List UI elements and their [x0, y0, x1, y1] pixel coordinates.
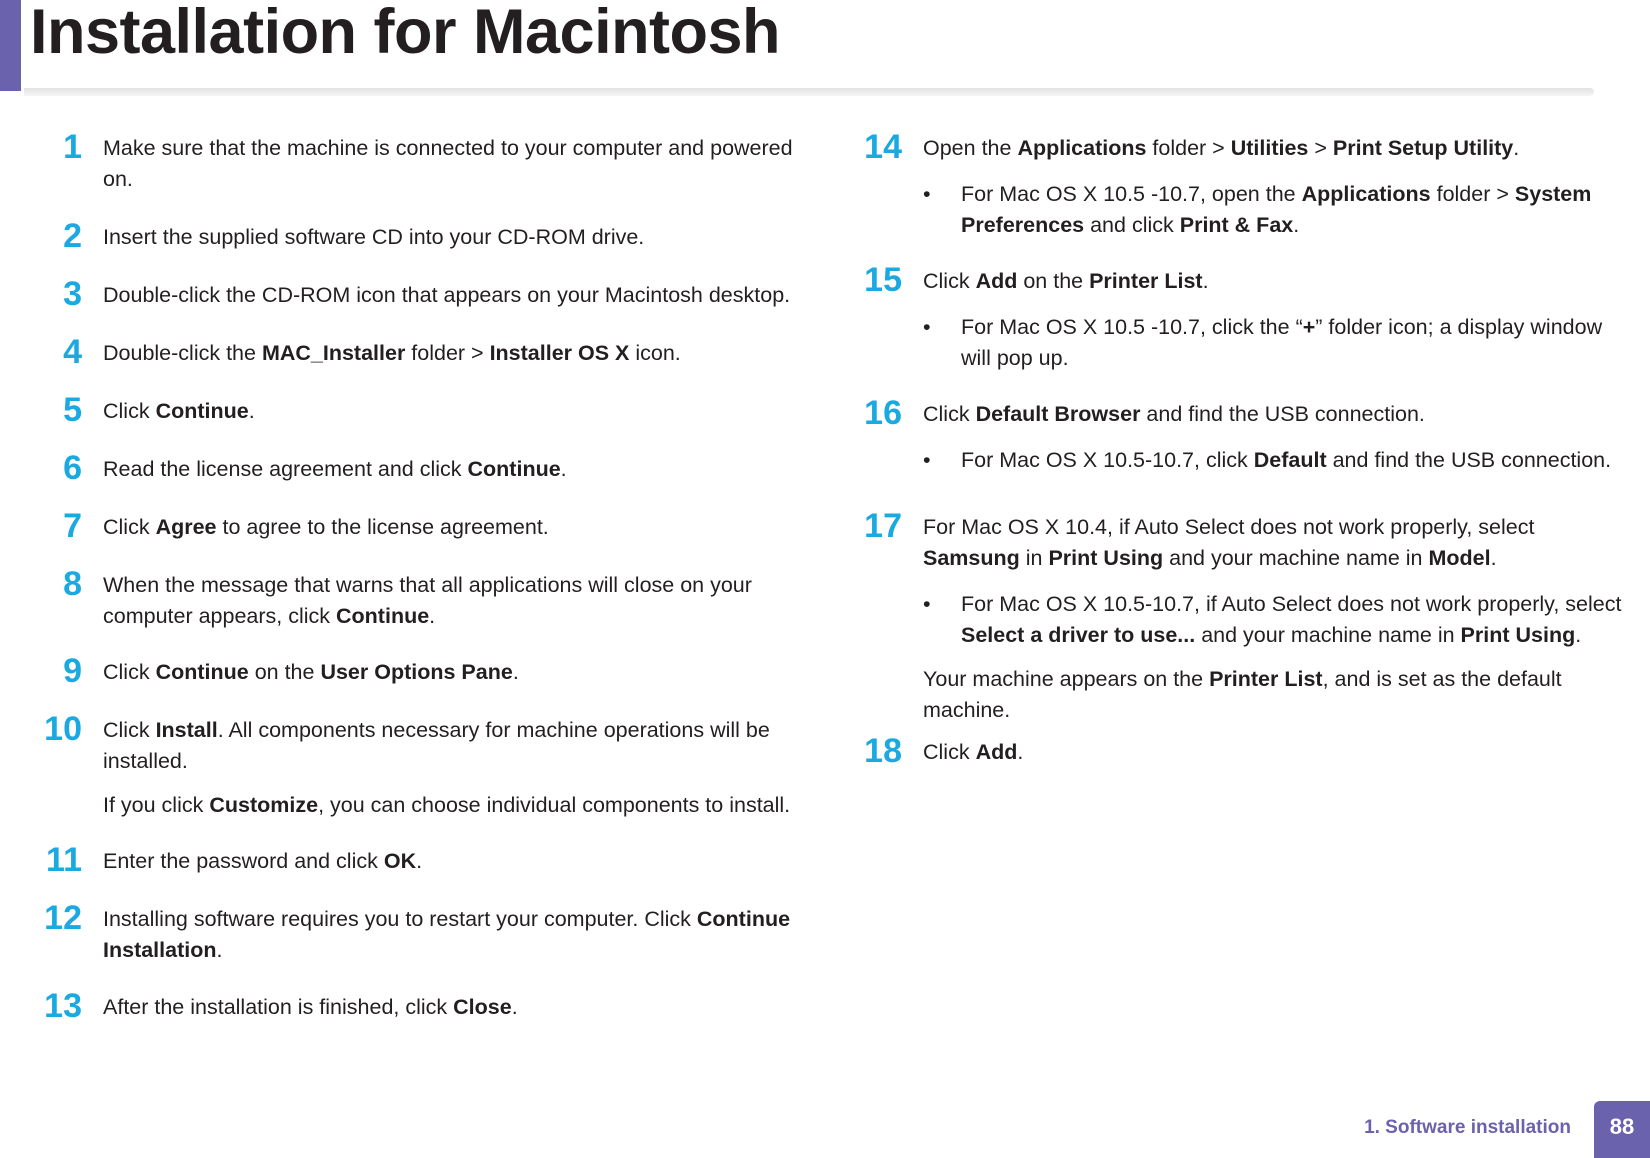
step-13 [34, 987, 814, 1023]
bold-term: Continue [155, 399, 249, 423]
text-run: . [1513, 136, 1520, 160]
bold-term: Select a driver to use... [961, 623, 1196, 647]
step-text [103, 217, 814, 253]
text-run: . [248, 399, 255, 423]
text-run: Click [923, 402, 976, 426]
step-text [103, 652, 814, 688]
step-text [923, 394, 1634, 430]
step-1 [34, 128, 814, 195]
step-text [103, 710, 814, 777]
step-number: 10 [44, 710, 82, 748]
bold-term: Applications [1017, 136, 1147, 160]
step-number: 7 [63, 507, 82, 545]
step-text [923, 507, 1634, 574]
step-3 [34, 275, 814, 311]
text-run: After the installation is finished, click [103, 995, 454, 1019]
text-run: For Mac OS X 10.5-10.7, if Auto Select does not work properly, select [961, 592, 1622, 616]
step-number: 13 [44, 987, 82, 1025]
bullet-item [923, 179, 1634, 241]
text-run: . [416, 849, 423, 873]
text-run: . [560, 457, 567, 481]
bullet-dot-icon: • [923, 592, 931, 616]
step-9 [34, 652, 814, 688]
step-8 [34, 565, 814, 632]
bold-term: Samsung [923, 546, 1020, 570]
text-run: and click [1084, 213, 1180, 237]
step-17 [854, 507, 1634, 726]
text-run: and find the USB connection. [1140, 402, 1425, 426]
step-number: 1 [63, 128, 82, 166]
bullet-item [923, 312, 1634, 374]
text-run: . [429, 604, 436, 628]
text-run: For Mac OS X 10.5 -10.7, open the [961, 182, 1302, 206]
bold-term: + [1302, 315, 1316, 339]
bold-term: Continue [336, 604, 430, 628]
text-run: . [511, 995, 518, 1019]
bold-term: Install [155, 718, 218, 742]
step-text [103, 899, 814, 966]
text-run: > [1308, 136, 1333, 160]
step-text [103, 565, 814, 632]
step-number: 17 [864, 507, 902, 545]
title-accent-bar [0, 0, 21, 91]
step-text [103, 391, 814, 427]
bold-term: Add [975, 740, 1018, 764]
text-run: ” folder icon; a display window will pop up. [961, 315, 1603, 370]
text-run: For Mac OS X 10.5-10.7, click [961, 448, 1254, 472]
text-run: Click [103, 718, 156, 742]
text-run: folder > [405, 341, 490, 365]
step-text [103, 275, 814, 311]
page-number-badge [1594, 1101, 1650, 1158]
text-run: folder > [1430, 182, 1515, 206]
bold-term: Printer List [1209, 667, 1323, 691]
step-text [103, 449, 814, 485]
text-run: Click [103, 515, 156, 539]
text-run: . [1017, 740, 1024, 764]
step-number: 5 [63, 391, 82, 429]
bullet-dot-icon: • [923, 182, 931, 206]
step-number: 2 [63, 217, 82, 255]
text-run: in [1019, 546, 1049, 570]
bold-term: Continue [155, 660, 249, 684]
bold-term: Print Using [1460, 623, 1576, 647]
bold-term: OK [383, 849, 417, 873]
bold-term: Continue [467, 457, 561, 481]
bold-term: Applications [1301, 182, 1431, 206]
bold-term: Agree [155, 515, 217, 539]
text-run: . [1293, 213, 1300, 237]
text-run: folder > [1146, 136, 1231, 160]
bold-term: User Options Pane [320, 660, 513, 684]
text-run: . [1490, 546, 1497, 570]
footer-section-label: 1. Software installation [1364, 1117, 1571, 1138]
text-run: For Mac OS X 10.4, if Auto Select does not work properly, select [923, 515, 1535, 539]
step-4 [34, 333, 814, 369]
text-run: Double-click the [103, 341, 262, 365]
title-rule [24, 88, 1594, 96]
step-note [103, 790, 814, 821]
step-18 [854, 732, 1634, 768]
text-run: and your machine name in [1163, 546, 1429, 570]
bullet-item [923, 589, 1634, 651]
step-text [923, 732, 1634, 768]
text-run: , you can choose individual components to install. [318, 793, 791, 817]
step-5 [34, 391, 814, 427]
text-run: Your machine appears on the [923, 667, 1210, 691]
text-run: Insert the supplied software CD into your CD-ROM drive. [103, 225, 645, 249]
text-run: on the [248, 660, 321, 684]
text-run: When the message that warns that all applications will close on your computer appears, click [103, 573, 752, 628]
bold-term: Close [453, 995, 512, 1019]
page-title: Installation for Macintosh [30, 0, 781, 67]
page-number: 88 [1609, 1114, 1635, 1139]
bold-term: Utilities [1230, 136, 1309, 160]
step-number: 12 [44, 899, 82, 937]
step-text [103, 128, 814, 195]
step-11 [34, 841, 814, 877]
step-text [103, 507, 814, 543]
text-run: . [1575, 623, 1582, 647]
bullet-dot-icon: • [923, 448, 931, 472]
step-number: 15 [864, 261, 902, 299]
text-run: . [512, 660, 519, 684]
text-run: Click [923, 269, 976, 293]
bullet-item [923, 445, 1634, 476]
text-run: Installing software requires you to restart your computer. Click [103, 907, 697, 931]
text-run: . [1202, 269, 1209, 293]
text-run: Click [923, 740, 976, 764]
step-number: 9 [63, 652, 82, 690]
bold-term: Add [975, 269, 1018, 293]
text-run: Click [103, 399, 156, 423]
step-text [103, 333, 814, 369]
text-run: to agree to the license agreement. [216, 515, 549, 539]
step-number: 11 [46, 841, 82, 879]
bold-term: MAC_Installer [261, 341, 406, 365]
text-run: and find the USB connection. [1326, 448, 1612, 472]
step-number: 8 [63, 565, 82, 603]
text-run: on the [1017, 269, 1090, 293]
bold-term: Printer List [1089, 269, 1203, 293]
text-run: Enter the password and click [103, 849, 384, 873]
step-text [103, 841, 814, 877]
text-run: and your machine name in [1195, 623, 1461, 647]
text-run: . All components necessary for machine operations will be installed. [103, 718, 770, 773]
text-run: , and is set as the default machine. [923, 667, 1562, 722]
bold-term: Model [1428, 546, 1491, 570]
step-number: 4 [63, 333, 82, 371]
text-run: Click [103, 660, 156, 684]
step-number: 14 [864, 128, 902, 166]
step-7 [34, 507, 814, 543]
bold-term: Installer OS X [489, 341, 630, 365]
bold-term: Print Setup Utility [1332, 136, 1514, 160]
step-2 [34, 217, 814, 253]
step-12 [34, 899, 814, 966]
bold-term: Default Browser [975, 402, 1141, 426]
step-note [923, 664, 1634, 726]
step-number: 16 [864, 394, 902, 432]
text-run: Open the [923, 136, 1018, 160]
bullet-dot-icon: • [923, 315, 931, 339]
step-text [103, 987, 814, 1023]
step-number: 18 [864, 732, 902, 770]
bold-term: Default [1253, 448, 1327, 472]
bold-term: Print & Fax [1179, 213, 1294, 237]
step-14 [854, 128, 1634, 241]
text-run: Double-click the CD-ROM icon that appears on your Macintosh desktop. [103, 283, 791, 307]
text-run: Read the license agreement and click [103, 457, 468, 481]
text-run: . [216, 938, 223, 962]
step-text [923, 128, 1634, 164]
text-run: If you click [103, 793, 210, 817]
bold-term: Continue Installation [103, 907, 791, 962]
text-run: icon. [629, 341, 681, 365]
step-text [923, 261, 1634, 297]
bold-term: Customize [209, 793, 319, 817]
bold-term: System Preferences [961, 182, 1592, 237]
step-16 [854, 394, 1634, 476]
step-6 [34, 449, 814, 485]
step-number: 3 [63, 275, 82, 313]
step-number: 6 [63, 449, 82, 487]
bold-term: Print Using [1048, 546, 1164, 570]
step-15 [854, 261, 1634, 374]
step-10 [34, 710, 814, 821]
text-run: For Mac OS X 10.5 -10.7, click the “ [961, 315, 1303, 339]
text-run: Make sure that the machine is connected to your computer and powered on. [103, 136, 793, 191]
